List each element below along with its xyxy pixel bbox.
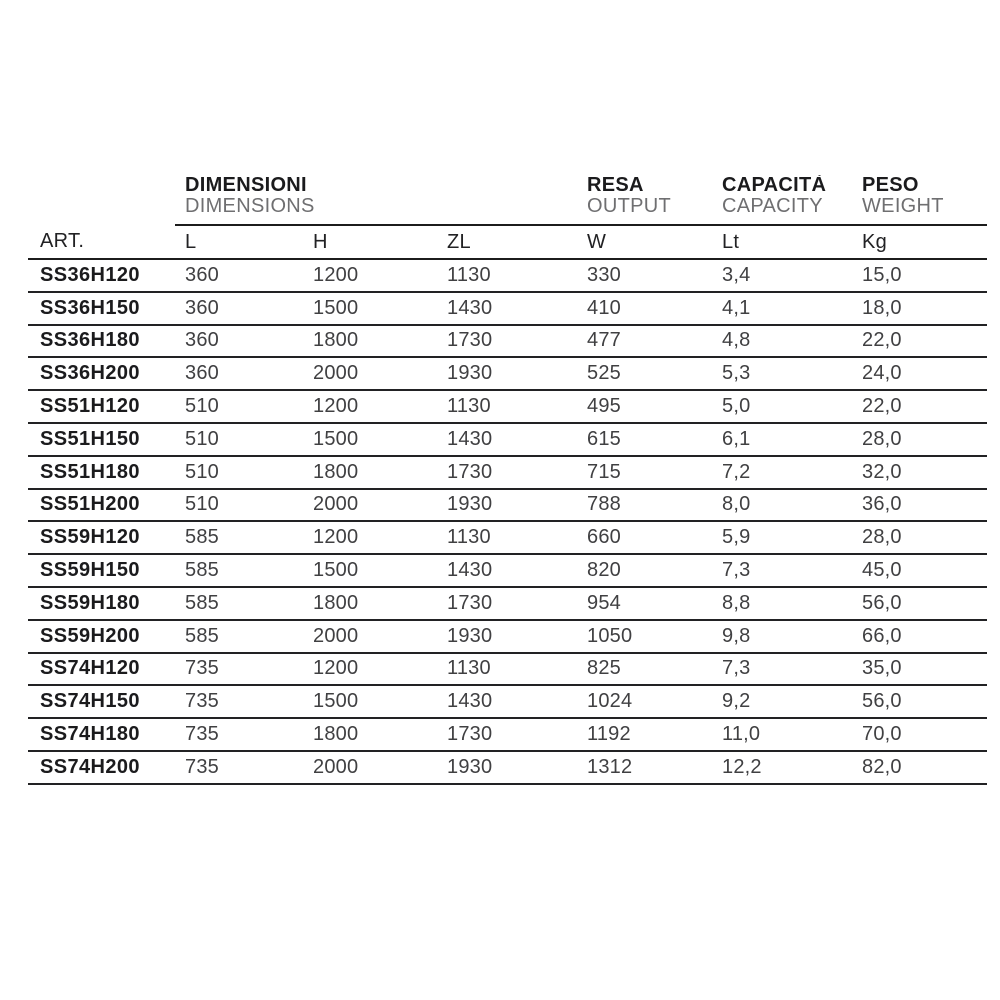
group-header-capacity xyxy=(712,175,852,225)
cell-length: 735 xyxy=(175,653,303,686)
cell-height: 1500 xyxy=(303,554,437,587)
cell-weight: 22,0 xyxy=(852,325,987,358)
cell-length: 510 xyxy=(175,390,303,423)
cell-length: 360 xyxy=(175,292,303,325)
cell-output-w: 1192 xyxy=(577,718,712,751)
group-header-row xyxy=(28,175,987,225)
cell-length: 585 xyxy=(175,587,303,620)
group-label-dimensions: DIMENSIONS xyxy=(185,195,315,217)
group-header-dimensions xyxy=(175,175,577,225)
cell-output-w: 820 xyxy=(577,554,712,587)
cell-output-w: 495 xyxy=(577,390,712,423)
cell-height: 1800 xyxy=(303,325,437,358)
cell-height: 1500 xyxy=(303,423,437,456)
cell-capacity: 12,2 xyxy=(712,751,852,784)
cell-height: 2000 xyxy=(303,751,437,784)
cell-output-w: 1024 xyxy=(577,685,712,718)
cell-capacity: 8,0 xyxy=(712,489,852,522)
cell-capacity: 5,0 xyxy=(712,390,852,423)
cell-art-code: SS59H180 xyxy=(28,587,175,620)
table-row xyxy=(28,489,987,522)
cell-height: 1200 xyxy=(303,653,437,686)
cell-length: 735 xyxy=(175,685,303,718)
cell-zl: 1430 xyxy=(437,292,577,325)
cell-zl: 1930 xyxy=(437,751,577,784)
cell-capacity: 4,1 xyxy=(712,292,852,325)
cell-output-w: 1312 xyxy=(577,751,712,784)
cell-height: 2000 xyxy=(303,357,437,390)
cell-zl: 1930 xyxy=(437,620,577,653)
column-header-kg: Kg xyxy=(852,225,987,259)
cell-zl: 1730 xyxy=(437,456,577,489)
cell-weight: 24,0 xyxy=(852,357,987,390)
cell-zl: 1730 xyxy=(437,718,577,751)
cell-capacity: 7,2 xyxy=(712,456,852,489)
cell-length: 510 xyxy=(175,456,303,489)
cell-capacity: 9,2 xyxy=(712,685,852,718)
group-header-output xyxy=(577,175,712,225)
table-row xyxy=(28,653,987,686)
table-row xyxy=(28,587,987,620)
table-row xyxy=(28,554,987,587)
cell-output-w: 477 xyxy=(577,325,712,358)
cell-weight: 28,0 xyxy=(852,521,987,554)
cell-height: 1200 xyxy=(303,390,437,423)
cell-length: 510 xyxy=(175,489,303,522)
group-label-output: OUTPUT xyxy=(587,195,672,217)
cell-height: 1500 xyxy=(303,685,437,718)
cell-art-code: SS51H200 xyxy=(28,489,175,522)
cell-capacity: 6,1 xyxy=(712,423,852,456)
cell-art-code: SS59H200 xyxy=(28,620,175,653)
cell-weight: 56,0 xyxy=(852,587,987,620)
cell-length: 735 xyxy=(175,718,303,751)
cell-height: 1500 xyxy=(303,292,437,325)
cell-length: 735 xyxy=(175,751,303,784)
cell-capacity: 8,8 xyxy=(712,587,852,620)
cell-art-code: SS36H120 xyxy=(28,259,175,292)
cell-weight: 28,0 xyxy=(852,423,987,456)
cell-art-code: SS36H150 xyxy=(28,292,175,325)
cell-zl: 1130 xyxy=(437,259,577,292)
cell-art-code: SS51H120 xyxy=(28,390,175,423)
cell-height: 1800 xyxy=(303,587,437,620)
table-row xyxy=(28,685,987,718)
table-row xyxy=(28,751,987,784)
cell-output-w: 715 xyxy=(577,456,712,489)
cell-art-code: SS74H200 xyxy=(28,751,175,784)
cell-height: 1200 xyxy=(303,521,437,554)
cell-capacity: 5,3 xyxy=(712,357,852,390)
cell-capacity: 5,9 xyxy=(712,521,852,554)
cell-capacity: 4,8 xyxy=(712,325,852,358)
group-label-capacita: CAPACITÀ xyxy=(722,175,827,196)
spec-table xyxy=(28,175,987,785)
cell-height: 2000 xyxy=(303,489,437,522)
cell-zl: 1730 xyxy=(437,325,577,358)
cell-length: 510 xyxy=(175,423,303,456)
cell-output-w: 788 xyxy=(577,489,712,522)
cell-output-w: 410 xyxy=(577,292,712,325)
table-row xyxy=(28,325,987,358)
cell-output-w: 825 xyxy=(577,653,712,686)
table-row xyxy=(28,456,987,489)
table-row xyxy=(28,423,987,456)
cell-length: 360 xyxy=(175,325,303,358)
column-header-h: H xyxy=(303,225,437,259)
column-header-art: ART. xyxy=(28,225,175,259)
cell-weight: 56,0 xyxy=(852,685,987,718)
group-header-weight xyxy=(852,175,987,225)
cell-weight: 35,0 xyxy=(852,653,987,686)
group-label-capacity: CAPACITY xyxy=(722,195,823,217)
cell-zl: 1430 xyxy=(437,554,577,587)
cell-zl: 1930 xyxy=(437,357,577,390)
cell-capacity: 9,8 xyxy=(712,620,852,653)
cell-length: 585 xyxy=(175,521,303,554)
cell-output-w: 615 xyxy=(577,423,712,456)
group-label-dimensioni: DIMENSIONI xyxy=(185,175,307,196)
cell-zl: 1130 xyxy=(437,521,577,554)
table-row xyxy=(28,292,987,325)
table-row xyxy=(28,620,987,653)
cell-weight: 22,0 xyxy=(852,390,987,423)
cell-zl: 1430 xyxy=(437,423,577,456)
cell-height: 1200 xyxy=(303,259,437,292)
product-spec-table xyxy=(28,175,987,785)
unit-header-row xyxy=(28,225,987,259)
column-header-l: L xyxy=(175,225,303,259)
table-row xyxy=(28,259,987,292)
cell-zl: 1930 xyxy=(437,489,577,522)
cell-zl: 1130 xyxy=(437,653,577,686)
table-row xyxy=(28,718,987,751)
cell-output-w: 330 xyxy=(577,259,712,292)
table-row xyxy=(28,521,987,554)
cell-art-code: SS36H200 xyxy=(28,357,175,390)
cell-capacity: 11,0 xyxy=(712,718,852,751)
cell-art-code: SS59H150 xyxy=(28,554,175,587)
group-label-resa: RESA xyxy=(587,175,644,196)
cell-zl: 1730 xyxy=(437,587,577,620)
column-header-lt: Lt xyxy=(712,225,852,259)
cell-art-code: SS51H150 xyxy=(28,423,175,456)
cell-height: 1800 xyxy=(303,456,437,489)
group-label-peso: PESO xyxy=(862,175,919,196)
cell-height: 1800 xyxy=(303,718,437,751)
cell-weight: 82,0 xyxy=(852,751,987,784)
cell-zl: 1430 xyxy=(437,685,577,718)
table-row xyxy=(28,357,987,390)
cell-weight: 66,0 xyxy=(852,620,987,653)
cell-art-code: SS74H150 xyxy=(28,685,175,718)
cell-weight: 36,0 xyxy=(852,489,987,522)
cell-art-code: SS36H180 xyxy=(28,325,175,358)
table-row xyxy=(28,390,987,423)
cell-output-w: 660 xyxy=(577,521,712,554)
cell-output-w: 525 xyxy=(577,357,712,390)
cell-capacity: 3,4 xyxy=(712,259,852,292)
cell-output-w: 1050 xyxy=(577,620,712,653)
cell-length: 360 xyxy=(175,357,303,390)
cell-weight: 32,0 xyxy=(852,456,987,489)
column-header-zl: ZL xyxy=(437,225,577,259)
cell-length: 585 xyxy=(175,620,303,653)
cell-art-code: SS51H180 xyxy=(28,456,175,489)
cell-length: 360 xyxy=(175,259,303,292)
cell-weight: 70,0 xyxy=(852,718,987,751)
group-header-spacer xyxy=(28,175,175,225)
cell-art-code: SS74H120 xyxy=(28,653,175,686)
cell-length: 585 xyxy=(175,554,303,587)
cell-height: 2000 xyxy=(303,620,437,653)
cell-art-code: SS59H120 xyxy=(28,521,175,554)
cell-output-w: 954 xyxy=(577,587,712,620)
cell-capacity: 7,3 xyxy=(712,653,852,686)
group-label-weight: WEIGHT xyxy=(862,195,944,217)
cell-capacity: 7,3 xyxy=(712,554,852,587)
cell-art-code: SS74H180 xyxy=(28,718,175,751)
cell-weight: 15,0 xyxy=(852,259,987,292)
cell-weight: 18,0 xyxy=(852,292,987,325)
cell-zl: 1130 xyxy=(437,390,577,423)
cell-weight: 45,0 xyxy=(852,554,987,587)
column-header-w: W xyxy=(577,225,712,259)
